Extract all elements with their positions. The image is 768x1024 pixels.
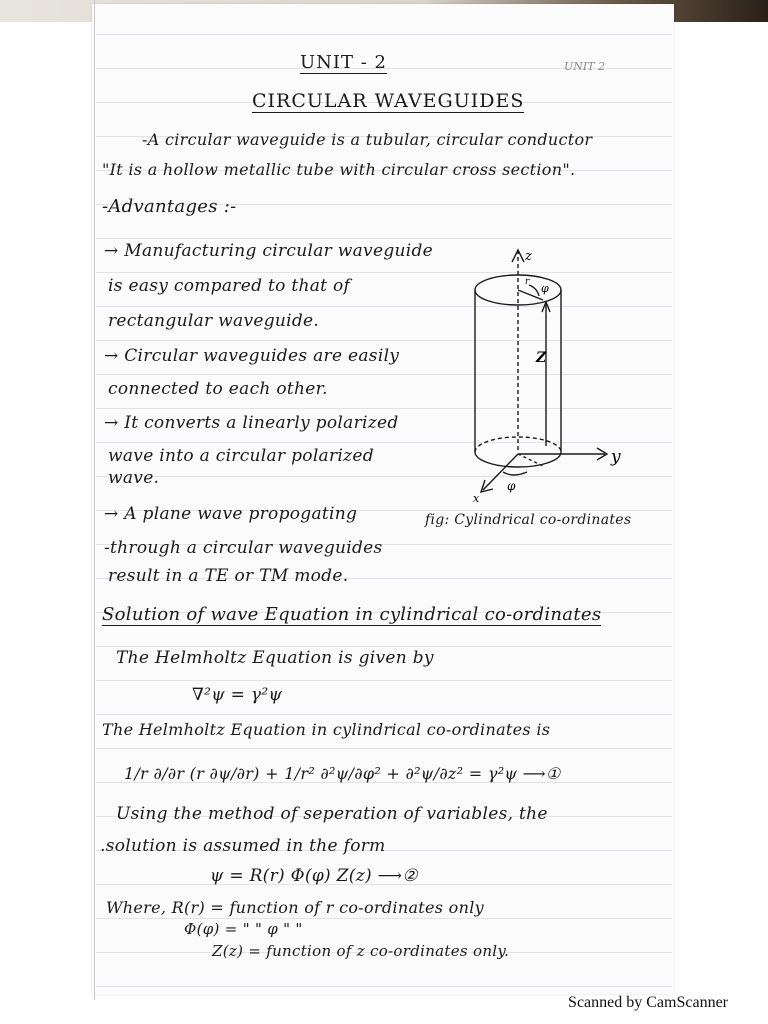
r-label: r (525, 277, 530, 287)
ruled-line (96, 714, 672, 715)
y-axis-label: y (611, 447, 621, 467)
margin-line (94, 0, 95, 1000)
z-axis-label: z (525, 249, 532, 264)
intro-line-2: "It is a hollow metallic tube with circular cross section". (102, 160, 576, 179)
advantage-line: connected to each other. (108, 379, 328, 399)
section-heading: Solution of wave Equation in cylindrical co-ordinates (102, 604, 602, 625)
advantage-line: -through a circular waveguides (104, 538, 383, 558)
ruled-line (96, 646, 672, 647)
cylindrical-equation: 1/r ∂/∂r (r ∂ψ/∂r) + 1/r² ∂²ψ/∂φ² + ∂²ψ/∂z² = γ²ψ ⟶① (124, 764, 561, 783)
advantage-line: wave. (108, 468, 160, 488)
cylindrical-coordinates-figure (455, 240, 665, 512)
section-line: Where, R(r) = function of r co-ordinates only (106, 898, 484, 917)
phi-label: φ (541, 282, 549, 295)
corner-mark: UNIT 2 (564, 60, 606, 73)
bottom-phi-label: φ (507, 479, 516, 493)
advantage-line: is easy compared to that of (108, 276, 351, 296)
ruled-line (96, 680, 672, 681)
advantage-line: rectangular waveguide. (108, 311, 320, 331)
bottom-phi-arc (503, 472, 527, 475)
figure-caption: fig: Cylindrical co-ordinates (425, 512, 632, 528)
scanner-watermark: Scanned by CamScanner (568, 994, 728, 1011)
ruled-line (96, 748, 672, 749)
page-title: CIRCULAR WAVEGUIDES (252, 90, 525, 112)
section-line: Using the method of seperation of variables, the (116, 804, 548, 824)
ruled-line (96, 986, 672, 987)
advantage-line: result in a TE or TM mode. (108, 566, 349, 586)
z-height-label: Z (536, 350, 547, 366)
section-line: The Helmholtz Equation is given by (116, 648, 434, 668)
advantage-line: → Manufacturing circular waveguide (104, 241, 434, 261)
advantages-heading: -Advantages :- (102, 196, 237, 217)
ruled-line (96, 238, 672, 239)
x-axis-label: x (473, 492, 480, 505)
advantage-line: → It converts a linearly polarized (104, 413, 399, 433)
advantage-line: wave into a circular polarized (108, 446, 374, 466)
section-line: .solution is assumed in the form (100, 836, 386, 856)
bottom-radius (518, 454, 543, 466)
section-line: Φ(φ) = " " φ " " (184, 920, 303, 938)
advantage-line: → Circular waveguides are easily (104, 346, 400, 366)
separation-equation: ψ = R(r) Φ(φ) Z(z) ⟶② (210, 866, 418, 886)
ruled-line (96, 34, 672, 35)
intro-line-1: -A circular waveguide is a tubular, circular conductor (142, 130, 593, 149)
advantage-line: → A plane wave propogating (104, 504, 358, 524)
section-line: The Helmholtz Equation in cylindrical co-ordinates is (102, 720, 551, 739)
section-line: Z(z) = function of z co-ordinates only. (212, 942, 510, 960)
unit-label: UNIT - 2 (300, 52, 388, 73)
ruled-line (96, 918, 672, 919)
helmholtz-equation: ∇²ψ = γ²ψ (192, 685, 283, 705)
